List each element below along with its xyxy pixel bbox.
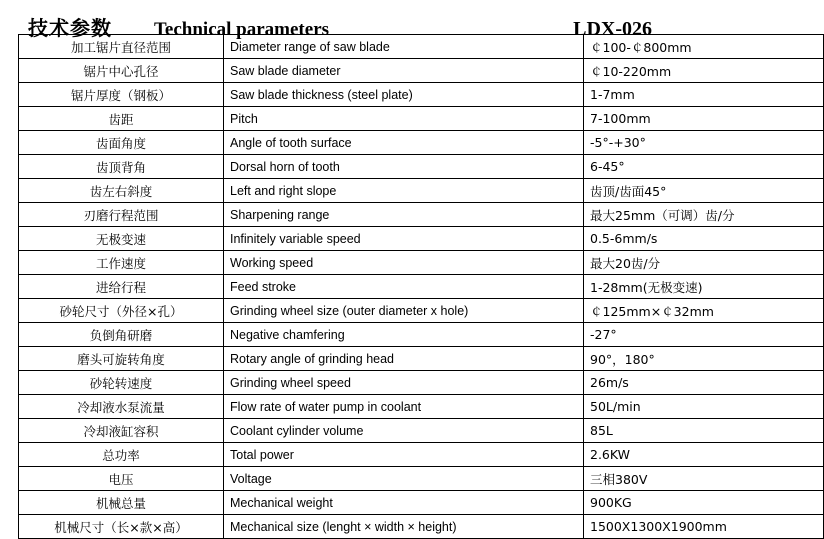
model-number: LDX-026	[573, 18, 652, 40]
spec-value: 900KG	[584, 491, 824, 515]
spec-value: 齿顶/齿面45°	[584, 179, 824, 203]
spec-table-body	[19, 35, 824, 539]
spec-value: 最大20齿/分	[584, 251, 824, 275]
table-row	[19, 155, 824, 179]
table-row	[19, 275, 824, 299]
spec-name-en: Working speed	[224, 251, 584, 275]
table-row	[19, 395, 824, 419]
spec-value: -5°-+30°	[584, 131, 824, 155]
spec-name-cn: 齿面角度	[19, 131, 224, 155]
spec-name-cn: 负倒角研磨	[19, 323, 224, 347]
spec-name-en: Infinitely variable speed	[224, 227, 584, 251]
table-row	[19, 491, 824, 515]
spec-value: 7-100mm	[584, 107, 824, 131]
spec-value: 26m/s	[584, 371, 824, 395]
table-row	[19, 107, 824, 131]
spec-name-cn: 加工锯片直径范围	[19, 35, 224, 59]
spec-value: 85L	[584, 419, 824, 443]
table-row	[19, 179, 824, 203]
spec-name-en: Saw blade thickness (steel plate)	[224, 83, 584, 107]
table-row	[19, 251, 824, 275]
table-row	[19, 347, 824, 371]
spec-name-en: Voltage	[224, 467, 584, 491]
spec-name-cn: 齿左右斜度	[19, 179, 224, 203]
spec-name-cn: 进给行程	[19, 275, 224, 299]
spec-name-cn: 刃磨行程范围	[19, 203, 224, 227]
spec-name-cn: 磨头可旋转角度	[19, 347, 224, 371]
table-row	[19, 515, 824, 539]
spec-name-cn: 冷却液水泵流量	[19, 395, 224, 419]
page-title-cn: 技术参数	[28, 16, 112, 40]
spec-name-cn: 无极变速	[19, 227, 224, 251]
spec-name-cn: 总功率	[19, 443, 224, 467]
spec-name-en: Mechanical size (lenght × width × height)	[224, 515, 584, 539]
spec-name-en: Mechanical weight	[224, 491, 584, 515]
spec-name-cn: 齿顶背角	[19, 155, 224, 179]
table-row	[19, 203, 824, 227]
table-row	[19, 443, 824, 467]
spec-name-cn: 齿距	[19, 107, 224, 131]
spec-name-cn: 机械总量	[19, 491, 224, 515]
spec-value: 1500X1300X1900mm	[584, 515, 824, 539]
spec-table-container	[0, 34, 800, 539]
spec-value: ￠100-￠800mm	[584, 35, 824, 59]
spec-name-cn: 锯片厚度（钢板）	[19, 83, 224, 107]
spec-name-en: Total power	[224, 443, 584, 467]
table-row	[19, 467, 824, 491]
spec-name-en: Angle of tooth surface	[224, 131, 584, 155]
spec-value: 90°，180°	[584, 347, 824, 371]
spec-name-en: Diameter range of saw blade	[224, 35, 584, 59]
spec-name-en: Feed stroke	[224, 275, 584, 299]
spec-value: 1-28mm(无极变速)	[584, 275, 824, 299]
spec-name-cn: 冷却液缸容积	[19, 419, 224, 443]
spec-value: -27°	[584, 323, 824, 347]
table-row	[19, 419, 824, 443]
spec-name-cn: 机械尺寸（长×款×高）	[19, 515, 224, 539]
spec-value: 三相380V	[584, 467, 824, 491]
spec-name-en: Flow rate of water pump in coolant	[224, 395, 584, 419]
spec-name-en: Pitch	[224, 107, 584, 131]
table-row	[19, 299, 824, 323]
spec-value: 1-7mm	[584, 83, 824, 107]
table-row	[19, 227, 824, 251]
spec-name-en: Sharpening range	[224, 203, 584, 227]
spec-name-cn: 电压	[19, 467, 224, 491]
spec-name-en: Dorsal horn of tooth	[224, 155, 584, 179]
spec-name-cn: 工作速度	[19, 251, 224, 275]
spec-name-cn: 砂轮转速度	[19, 371, 224, 395]
table-row	[19, 323, 824, 347]
spec-name-en: Left and right slope	[224, 179, 584, 203]
spec-name-en: Rotary angle of grinding head	[224, 347, 584, 371]
spec-name-en: Grinding wheel speed	[224, 371, 584, 395]
spec-value: 50L/min	[584, 395, 824, 419]
spec-value: 2.6KW	[584, 443, 824, 467]
table-row	[19, 35, 824, 59]
table-row	[19, 371, 824, 395]
spec-value: 最大25mm（可调）齿/分	[584, 203, 824, 227]
spec-value: ￠125mm×￠32mm	[584, 299, 824, 323]
table-row	[19, 59, 824, 83]
spec-name-cn: 锯片中心孔径	[19, 59, 224, 83]
spec-name-en: Negative chamfering	[224, 323, 584, 347]
page-header	[0, 0, 800, 40]
spec-name-cn: 砂轮尺寸（外径×孔）	[19, 299, 224, 323]
table-row	[19, 131, 824, 155]
table-row	[19, 83, 824, 107]
spec-value: 6-45°	[584, 155, 824, 179]
spec-value: 0.5-6mm/s	[584, 227, 824, 251]
spec-name-en: Saw blade diameter	[224, 59, 584, 83]
page-title-en: Technical parameters	[154, 19, 330, 40]
spec-table	[18, 34, 824, 539]
spec-value: ￠10-220mm	[584, 59, 824, 83]
spec-name-en: Grinding wheel size (outer diameter x hole)	[224, 299, 584, 323]
spec-name-en: Coolant cylinder volume	[224, 419, 584, 443]
